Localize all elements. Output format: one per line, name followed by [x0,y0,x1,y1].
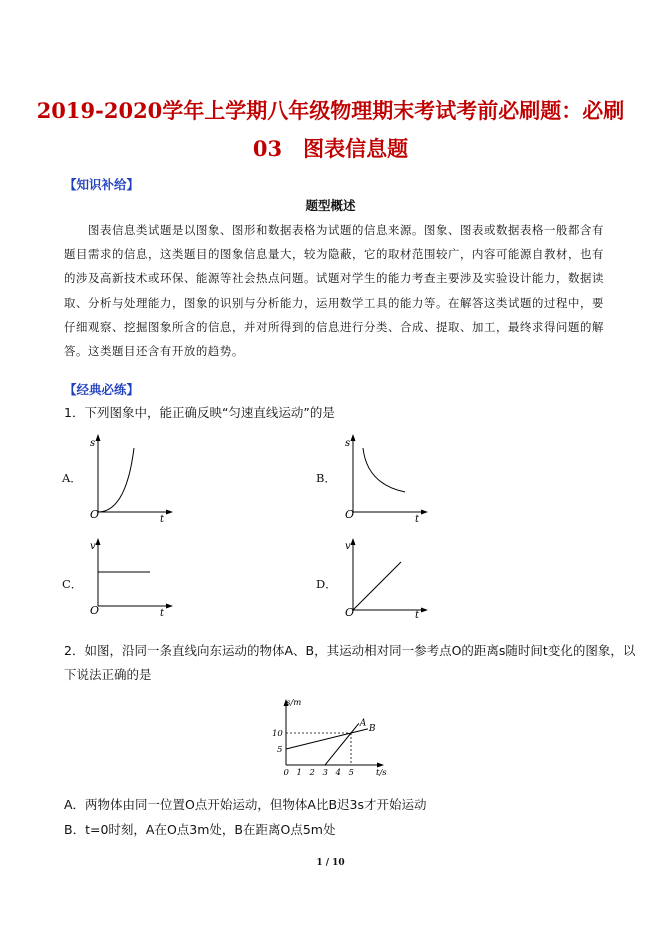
q2-x-tick-label: 4 [335,768,341,777]
q2-series-b-line [286,729,368,749]
q2-series-a-line [325,723,359,765]
q2-distance-time-chart [272,695,402,777]
q1-d-origin-label: O [345,606,355,618]
q1-c-y-axis-label: v [90,541,96,552]
q1-a-x-axis-label: t [160,514,165,522]
q1-option-a-label[interactable]: A． [62,471,82,485]
q1-option-b-graph[interactable] [343,432,433,522]
q1-d-x-axis-label: t [415,610,420,618]
practice-section-label: 【经典必练】 [64,382,140,397]
q2-x-tick-label: 1 [296,768,302,777]
q2-series-a-label: A [359,718,367,729]
q2-series-b-label: B [368,723,376,734]
question-2-stem-line-1: 2．如图，沿同一条直线向东运动的物体A、B，其运动相对同一参考点O的距离s随时间t变化的图象，以 [64,643,636,658]
q2-y-tick-label: 5 [277,745,283,755]
q1-a-y-axis-label: s [90,438,96,449]
question-1-stem: 1．下列图象中，能正确反映“匀速直线运动”的是 [64,405,335,420]
q2-x-tick-label: 3 [322,768,328,777]
q1-c-x-axis-label: t [160,608,165,618]
question-2-stem-line-2: 下说法正确的是 [64,667,152,682]
q1-option-d-graph[interactable] [343,536,433,618]
q1-option-b-label[interactable]: B． [316,471,336,485]
q1-option-d-label[interactable]: D． [316,577,337,591]
overview-paragraph: 图表信息类试题是以图象、图形和数据表格为试题的信息来源。图象、图表或数据表格一般都含有题目需求的信息，这类题目的图象信息量大，较为隐蔽，它的取材范围较广，内容可能源自教材，也有的涉及高新技术或环保、能源等社会热点问题。试题对学生的能力考查主要涉及实验设计能力，数据读取、分析与处理能力，图象的识别与分析能力，运用数学工具的能力等。在解答这类试题的过程中，要仔细观察、挖掘图象所含的信息，并对所得到的信息进行分类、合成、提取、加工，最终求得问题的解答。这类题目还含有开放的趋势。 [64,223,604,359]
q1-b-origin-label: O [345,508,355,521]
knowledge-section-label: 【知识补给】 [64,177,140,192]
overview-heading: 题型概述 [305,198,356,213]
q2-x-axis-label: t/s [376,768,387,777]
q1-c-origin-label: O [90,604,100,617]
page-title-line-2: 03 图表信息题 [252,136,409,161]
q2-y-tick-label: 10 [272,729,283,739]
q1-d-y-axis-label: v [345,541,351,552]
q2-x-tick-label: 5 [348,768,354,777]
page-number: 1 / 10 [316,858,345,868]
q2-option-b[interactable]: B．t=0时刻，A在O点3m处，B在距离O点5m处 [64,822,336,837]
q1-option-c-graph[interactable] [88,536,178,618]
q2-x-tick-label: 0 [283,768,289,777]
q1-a-origin-label: O [90,508,100,521]
q1-b-y-axis-label: s [345,438,351,449]
q2-x-tick-label: 2 [309,768,315,777]
q1-option-a-graph[interactable] [88,432,178,522]
q1-option-c-label[interactable]: C． [62,577,83,591]
page-title-line-1: 2019-2020学年上学期八年级物理期末考试考前必刷题：必刷 [36,98,625,123]
q1-b-x-axis-label: t [415,514,420,522]
q2-y-axis-label: s/m [286,698,302,708]
q2-option-a[interactable]: A．两物体由同一位置O点开始运动，但物体A比B迟3s才开始运动 [64,797,427,812]
